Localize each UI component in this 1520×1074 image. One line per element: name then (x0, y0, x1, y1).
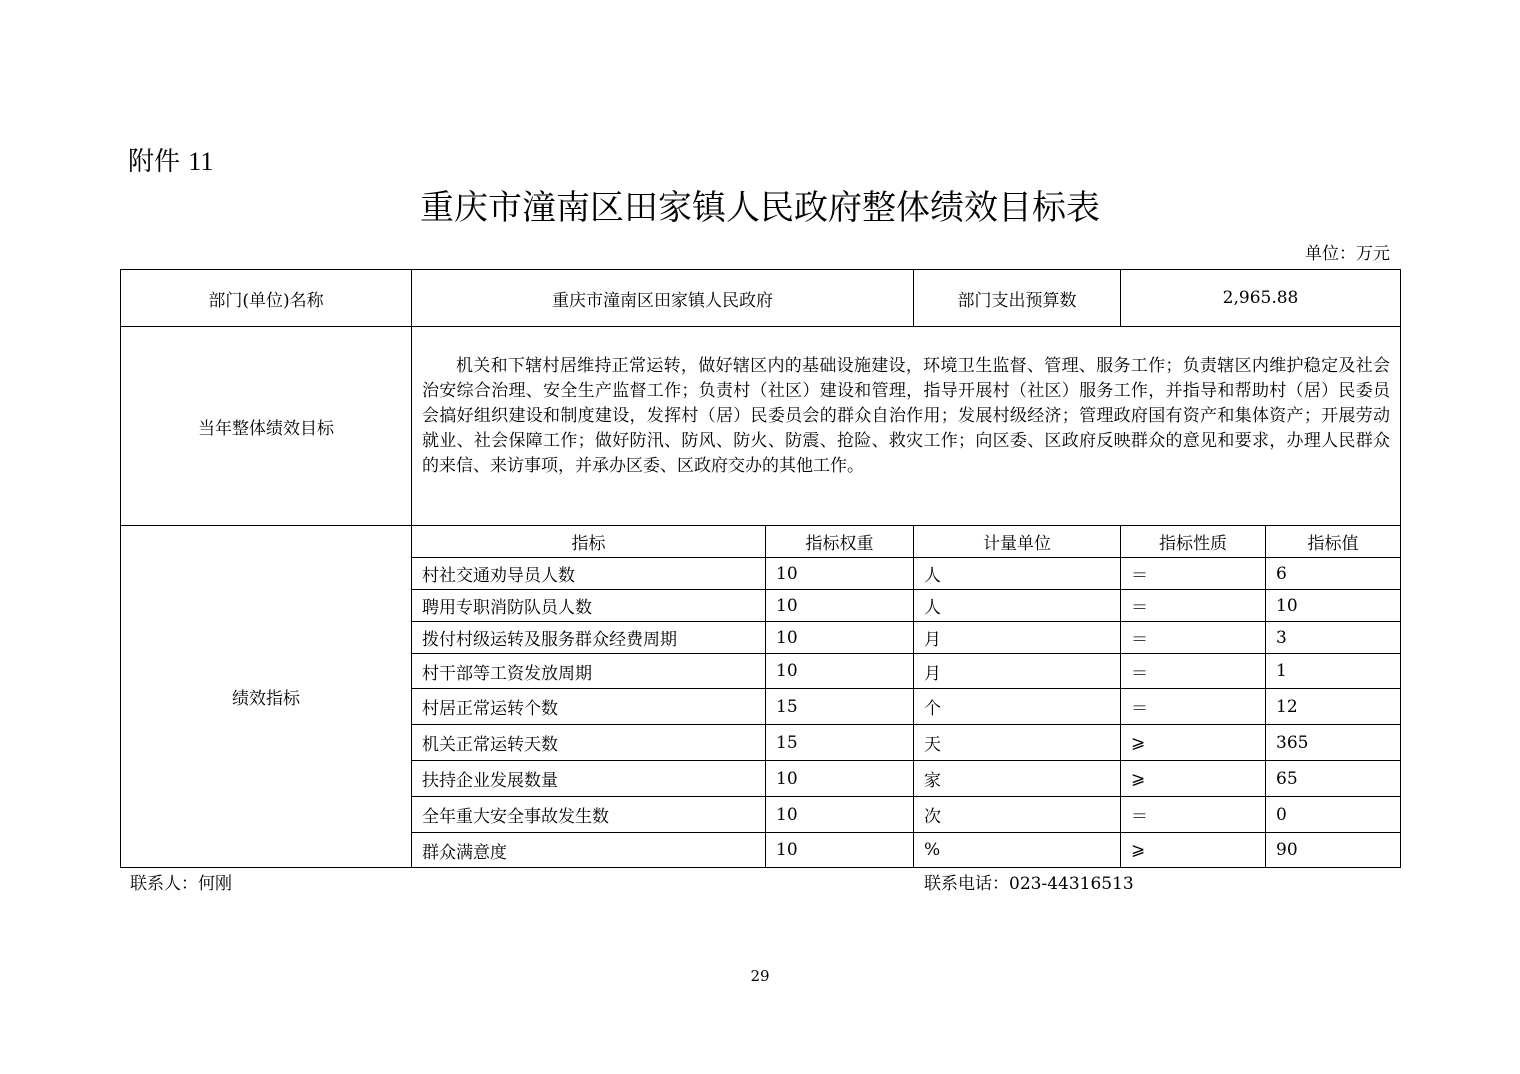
indicators-section-label: 绩效指标 (121, 526, 412, 868)
header-weight: 指标权重 (766, 526, 914, 558)
indicator-unit: 家 (914, 761, 1121, 797)
indicator-value: 0 (1266, 797, 1401, 833)
indicator-nature: ＝ (1121, 689, 1266, 725)
contact-person: 联系人：何刚 (130, 874, 232, 894)
indicator-weight: 15 (766, 689, 914, 725)
indicator-unit: 个 (914, 689, 1121, 725)
indicator-nature: ＝ (1121, 797, 1266, 833)
header-indicator: 指标 (412, 526, 766, 558)
budget-value: 2,965.88 (1121, 270, 1401, 327)
indicator-name: 扶持企业发展数量 (412, 761, 766, 797)
indicator-unit: 人 (914, 558, 1121, 590)
indicator-weight: 10 (766, 622, 914, 654)
indicator-name: 全年重大安全事故发生数 (412, 797, 766, 833)
header-nature: 指标性质 (1121, 526, 1266, 558)
indicator-name: 机关正常运转天数 (412, 725, 766, 761)
page-number: 29 (750, 967, 770, 985)
indicator-weight: 10 (766, 797, 914, 833)
indicator-nature: ⩾ (1121, 725, 1266, 761)
indicator-name: 村社交通劝导员人数 (412, 558, 766, 590)
indicator-header-row (121, 526, 1401, 558)
indicator-value: 10 (1266, 590, 1401, 622)
attachment-number: 11 (188, 147, 214, 176)
indicator-weight: 10 (766, 654, 914, 689)
page-title: 重庆市潼南区田家镇人民政府整体绩效目标表 (420, 188, 1100, 228)
performance-table (120, 269, 1401, 868)
goal-cell (412, 327, 1401, 526)
indicator-nature: ＝ (1121, 654, 1266, 689)
indicator-value: 12 (1266, 689, 1401, 725)
indicator-unit: 人 (914, 590, 1121, 622)
indicator-weight: 10 (766, 558, 914, 590)
summary-row (121, 270, 1401, 327)
indicator-nature: ＝ (1121, 590, 1266, 622)
indicator-name: 拨付村级运转及服务群众经费周期 (412, 622, 766, 654)
indicator-unit: 次 (914, 797, 1121, 833)
attachment-label-text: 附件 (128, 147, 181, 177)
indicator-nature: ＝ (1121, 622, 1266, 654)
indicator-name: 村居正常运转个数 (412, 689, 766, 725)
dept-name-label: 部门(单位)名称 (121, 270, 412, 327)
indicator-unit: 月 (914, 622, 1121, 654)
indicator-weight: 15 (766, 725, 914, 761)
indicator-name: 村干部等工资发放周期 (412, 654, 766, 689)
dept-name-value: 重庆市潼南区田家镇人民政府 (412, 270, 914, 327)
indicator-weight: 10 (766, 590, 914, 622)
indicator-weight: 10 (766, 761, 914, 797)
indicator-nature: ＝ (1121, 558, 1266, 590)
goal-text: 机关和下辖村居维持正常运转，做好辖区内的基础设施建设，环境卫生监督、管理、服务工作；负责辖区内维护稳定及社会治安综合治理、安全生产监督工作；负责村（社区）建设和管理，指导开展村（社区）服务工作，并指导和帮助村（居）民委员会搞好组织建设和制度建设，发挥村（居）民委员会的群众自治作用；发展村级经济；管理政府国有资产和集体资产；开展劳动就业、社会保障工作；做好防汛、防风、防火、防震、抢险、救灾工作；向区委、区政府反映群众的意见和要求，办理人民群众的来信、来访事项，并承办区委、区政府交办的其他工作。 (422, 355, 1391, 476)
indicator-value: 3 (1266, 622, 1401, 654)
header-value: 指标值 (1266, 526, 1401, 558)
indicator-unit: 天 (914, 725, 1121, 761)
indicator-value: 1 (1266, 654, 1401, 689)
indicator-weight: 10 (766, 833, 914, 868)
indicator-name: 群众满意度 (412, 833, 766, 868)
budget-label: 部门支出预算数 (914, 270, 1121, 327)
goal-row (121, 327, 1401, 526)
header-unit: 计量单位 (914, 526, 1121, 558)
contact-phone: 联系电话：023-44316513 (924, 874, 1134, 894)
indicator-nature: ⩾ (1121, 761, 1266, 797)
indicator-value: 365 (1266, 725, 1401, 761)
indicator-value: 90 (1266, 833, 1401, 868)
indicator-unit: 月 (914, 654, 1121, 689)
goal-label: 当年整体绩效目标 (121, 327, 412, 526)
indicator-unit: % (914, 833, 1121, 868)
attachment-label (128, 144, 213, 180)
indicator-name: 聘用专职消防队员人数 (412, 590, 766, 622)
indicator-value: 65 (1266, 761, 1401, 797)
indicator-value: 6 (1266, 558, 1401, 590)
unit-label: 单位：万元 (1305, 244, 1390, 264)
indicator-nature: ⩾ (1121, 833, 1266, 868)
